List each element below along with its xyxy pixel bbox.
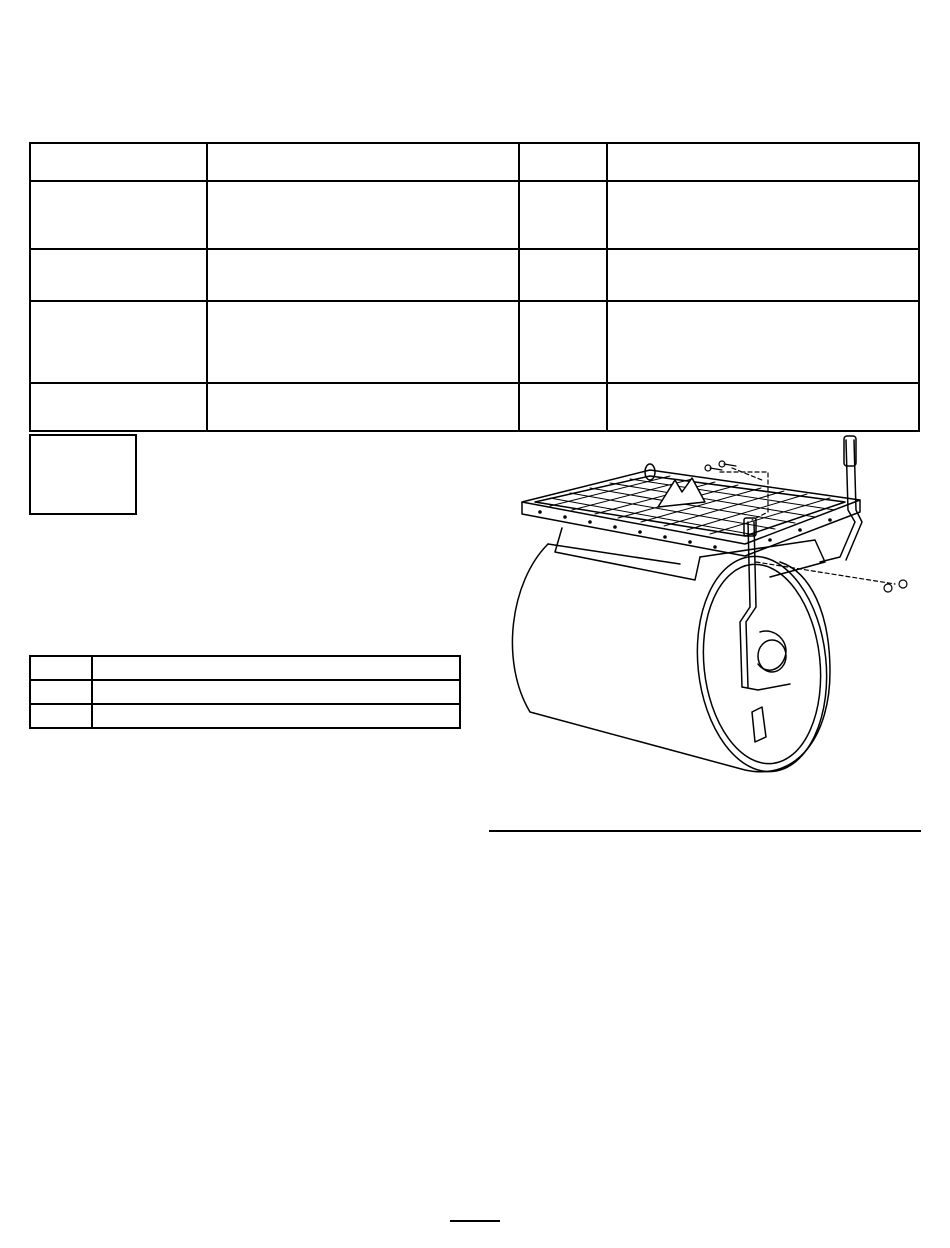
table-cell — [607, 181, 919, 249]
table-row — [30, 301, 919, 383]
table-cell — [519, 181, 607, 249]
header-cell — [607, 143, 919, 181]
table-cell — [30, 383, 207, 431]
table-cell — [207, 383, 519, 431]
table-row — [30, 704, 460, 728]
callout-label — [92, 704, 460, 728]
table-cell — [607, 249, 919, 301]
table-cell — [519, 383, 607, 431]
table-cell — [207, 301, 519, 383]
table-row — [30, 181, 919, 249]
nut — [899, 580, 907, 588]
bolt — [724, 464, 736, 466]
table-row — [30, 249, 919, 301]
bolt — [710, 468, 722, 470]
table-cell — [30, 249, 207, 301]
hinge — [645, 464, 655, 480]
grate-bolts — [538, 510, 832, 549]
roller-end-inner — [694, 558, 830, 769]
lever-arm-left — [740, 522, 756, 687]
table-cell — [607, 301, 919, 383]
table-cell — [519, 301, 607, 383]
header-cell — [30, 143, 207, 181]
table-row — [30, 656, 460, 680]
table-cell — [30, 181, 207, 249]
header-cell — [519, 143, 607, 181]
step-box — [29, 434, 137, 515]
page-number-rule — [450, 1220, 500, 1222]
hopper-front — [555, 528, 700, 580]
mount-bracket — [758, 631, 786, 670]
table-cell — [30, 301, 207, 383]
hopper-side — [700, 540, 825, 577]
table-cell — [207, 249, 519, 301]
callout-table — [29, 655, 461, 729]
roller-end-cap — [687, 550, 837, 778]
table-row — [30, 383, 919, 431]
table-cell — [207, 181, 519, 249]
figure-divider — [489, 830, 921, 832]
table-cell — [607, 383, 919, 431]
header-cell — [207, 143, 519, 181]
callout-number — [30, 656, 92, 680]
callout-number — [30, 704, 92, 728]
roller-body — [512, 544, 830, 772]
mount-base — [742, 684, 790, 690]
callout-number — [30, 680, 92, 704]
callout-label — [92, 680, 460, 704]
table-row — [30, 680, 460, 704]
scraper-tab — [752, 707, 766, 742]
mount-knob — [758, 640, 786, 672]
roller-assembly-illustration — [500, 432, 920, 792]
nut — [884, 584, 892, 592]
callout-label — [92, 656, 460, 680]
table-header-row — [30, 143, 919, 181]
table-cell — [519, 249, 607, 301]
parts-table — [29, 142, 920, 432]
